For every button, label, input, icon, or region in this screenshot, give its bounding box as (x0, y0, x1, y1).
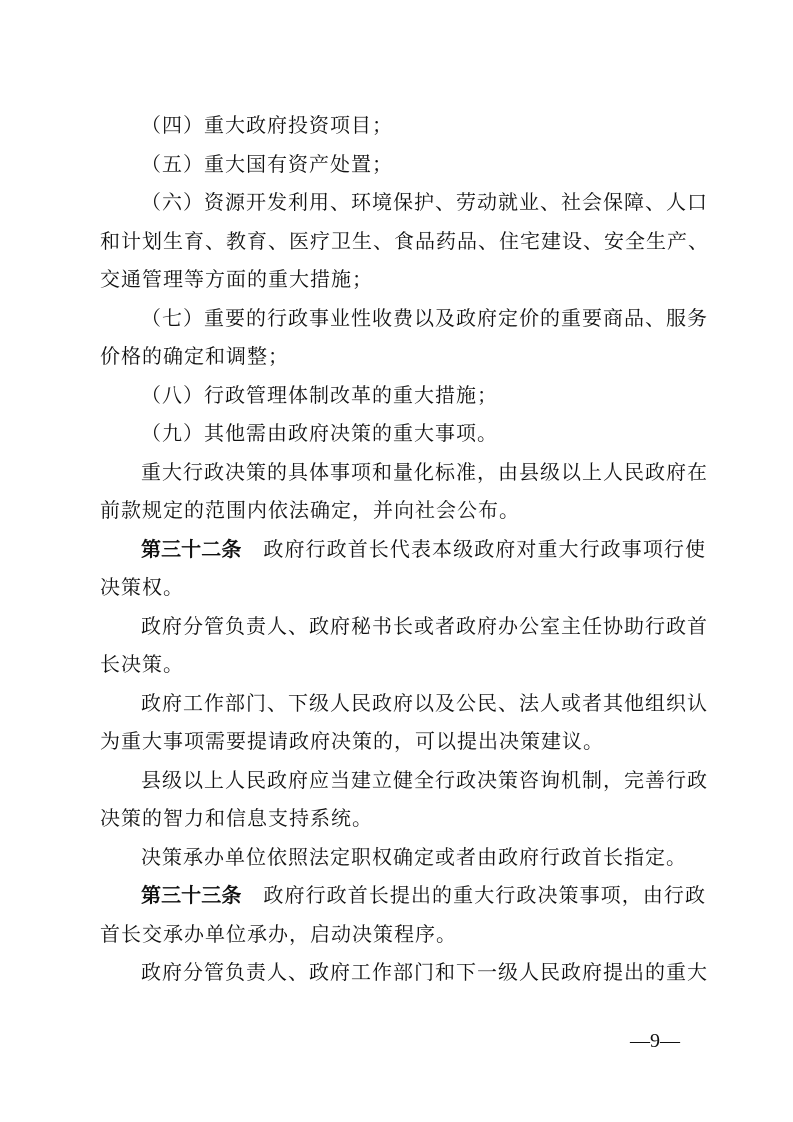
list-item-6: （六）资源开发利用、环境保护、劳动就业、社会保障、人口 (141, 190, 708, 214)
article-heading: 第三十二条 (141, 536, 242, 561)
list-item-6-cont: 和计划生育、教育、医疗卫生、食品药品、住宅建设、安全生产、 (100, 228, 709, 253)
article-32 (100, 530, 706, 569)
paragraph-line: 决策权。 (100, 575, 184, 599)
paragraph-line: 决策的智力和信息支持系统。 (100, 806, 373, 830)
list-item-7: （七）重要的行政事业性收费以及政府定价的重要商品、服务 (141, 305, 708, 330)
paragraph-line: 政府工作部门、下级人民政府以及公民、法人或者其他组织认 (141, 690, 708, 715)
list-item-8: （八）行政管理体制改革的重大措施； (141, 382, 498, 407)
paragraph-line: 重大行政决策的具体事项和量化标准，由县级以上人民政府在 (141, 459, 708, 484)
list-item-7-cont: 价格的确定和调整； (100, 344, 289, 368)
article-heading: 第三十三条 (141, 883, 242, 907)
article-text: 政府行政首长代表本级政府对重大行政事项行使 (263, 536, 707, 561)
paragraph-line: 政府分管负责人、政府秘书长或者政府办公室主任协助行政首 (141, 613, 708, 638)
paragraph-line: 政府分管负责人、政府工作部门和下一级人民政府提出的重大 (141, 960, 708, 984)
paragraph-line: 为重大事项需要提请政府决策的，可以提出决策建议。 (100, 729, 604, 753)
list-item-9: （九）其他需由政府决策的重大事项。 (141, 421, 498, 445)
article-33 (100, 876, 706, 915)
list-item-5: （五）重大国有资产处置； (141, 151, 393, 176)
document-body (100, 106, 709, 992)
paragraph-line: 长决策。 (100, 652, 184, 676)
list-item-6-cont: 交通管理等方面的重大措施； (100, 267, 373, 291)
paragraph-line: 县级以上人民政府应当建立健全行政决策咨询机制，完善行政 (141, 767, 708, 792)
paragraph-line: 首长交承办单位承办，启动决策程序。 (100, 921, 457, 946)
paragraph-line: 前款规定的范围内依法确定，并向社会公布。 (100, 498, 520, 522)
article-text: 政府行政首长提出的重大行政决策事项，由行政 (263, 883, 707, 907)
list-item-4: （四）重大政府投资项目； (141, 113, 393, 137)
paragraph-line: 决策承办单位依照法定职权确定或者由政府行政首长指定。 (141, 844, 687, 869)
page-number: —9— (630, 1030, 680, 1052)
